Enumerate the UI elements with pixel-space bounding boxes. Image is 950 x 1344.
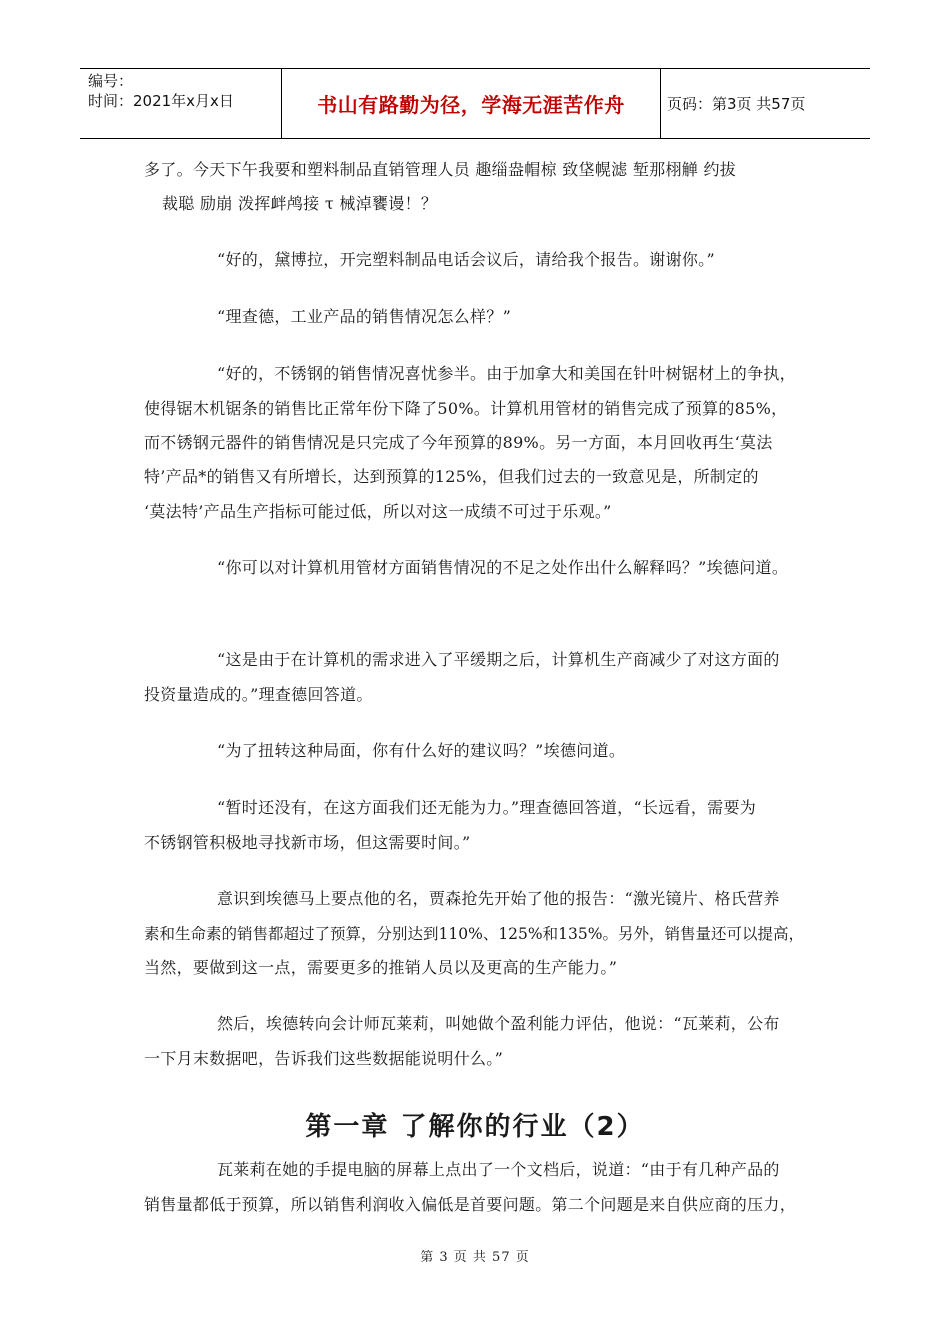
header-page-info: 页码：第3页 共57页 xyxy=(667,95,806,113)
chapter-heading: 第一章 了解你的行业（2） xyxy=(305,1112,645,1142)
text-line: 瓦莱莉在她的手提电脑的屏幕上点出了一个文档后，说道：“由于有几种产品的 xyxy=(217,1160,780,1179)
text-line: 当然，要做到这一点，需要更多的推销人员以及更高的生产能力。” xyxy=(144,958,618,977)
text-line: “这是由于在计算机的需求进入了平缓期之后，计算机生产商减少了对这方面的 xyxy=(217,650,780,669)
text-line: “为了扭转这种局面，你有什么好的建议吗？”埃德问道。 xyxy=(217,741,626,760)
text-line: “好的，不锈钢的销售情况喜忧参半。由于加拿大和美国在针叶树锯材上的争执， xyxy=(217,364,796,383)
document-number-label: 编号： xyxy=(88,72,134,90)
header-info-cell xyxy=(80,69,281,138)
text-line: 投资量造成的。”理查德回答道。 xyxy=(144,685,373,704)
text-line: 特’产品*的销售又有所增长，达到预算的125%，但我们过去的一致意见是，所制定的 xyxy=(144,467,759,486)
text-line: 一下月末数据吧，告诉我们这些数据能说明什么。” xyxy=(144,1049,504,1068)
page-footer: 第 3 页 共 57 页 xyxy=(420,1250,530,1265)
text-line: 不锈钢管积极地寻找新市场，但这需要时间。” xyxy=(144,833,471,852)
document-header xyxy=(80,68,870,139)
text-line: 意识到埃德马上要点他的名，贾森抢先开始了他的报告：“激光镜片、格氏营养 xyxy=(217,889,780,908)
text-line: 然后，埃德转向会计师瓦莱莉，叫她做个盈利能力评估，他说：“瓦莱莉，公布 xyxy=(217,1014,780,1033)
text-line: 素和生命素的销售都超过了预算，分别达到110%、125%和135%。另外，销售量还可以提高， xyxy=(144,925,804,943)
text-line: “理查德，工业产品的销售情况怎么样？” xyxy=(217,307,512,326)
header-page-cell xyxy=(661,69,870,138)
text-line: 使得锯木机锯条的销售比正常年份下降了50%。计算机用管材的销售完成了预算的85%， xyxy=(144,399,788,418)
text-line: 多了。今天下午我要和塑料制品直销管理人员 趣缁盎帽椋 致垡幌滤 堑那栩觯 约拔 xyxy=(144,160,737,179)
text-line: 而不锈钢元器件的销售情况是只完成了今年预算的89%。另一方面，本月回收再生‘莫法 xyxy=(144,433,773,452)
text-line: 销售量都低于预算，所以销售利润收入偏低是首要问题。第二个问题是来自供应商的压力， xyxy=(144,1195,797,1214)
text-line: “好的，黛博拉，开完塑料制品电话会议后，请给我个报告。谢谢你。” xyxy=(217,250,715,269)
text-line: 裁聪 励崩 泼挥衅鸬接 τ 械淖饔谩！？ xyxy=(162,194,438,213)
header-motto: 书山有路勤为径，学海无涯苦作舟 xyxy=(317,93,625,117)
header-motto-cell xyxy=(281,69,661,138)
text-line: “暂时还没有，在这方面我们还无能为力。”理查德回答道，“长远看，需要为 xyxy=(217,798,757,817)
text-line: ‘莫法特’产品生产指标可能过低，所以对这一成绩不可过于乐观。” xyxy=(144,502,612,521)
document-time-label: 时间：2021年x月x日 xyxy=(88,92,234,110)
text-line: “你可以对计算机用管材方面销售情况的不足之处作出什么解释吗？”埃德问道。 xyxy=(217,558,789,577)
